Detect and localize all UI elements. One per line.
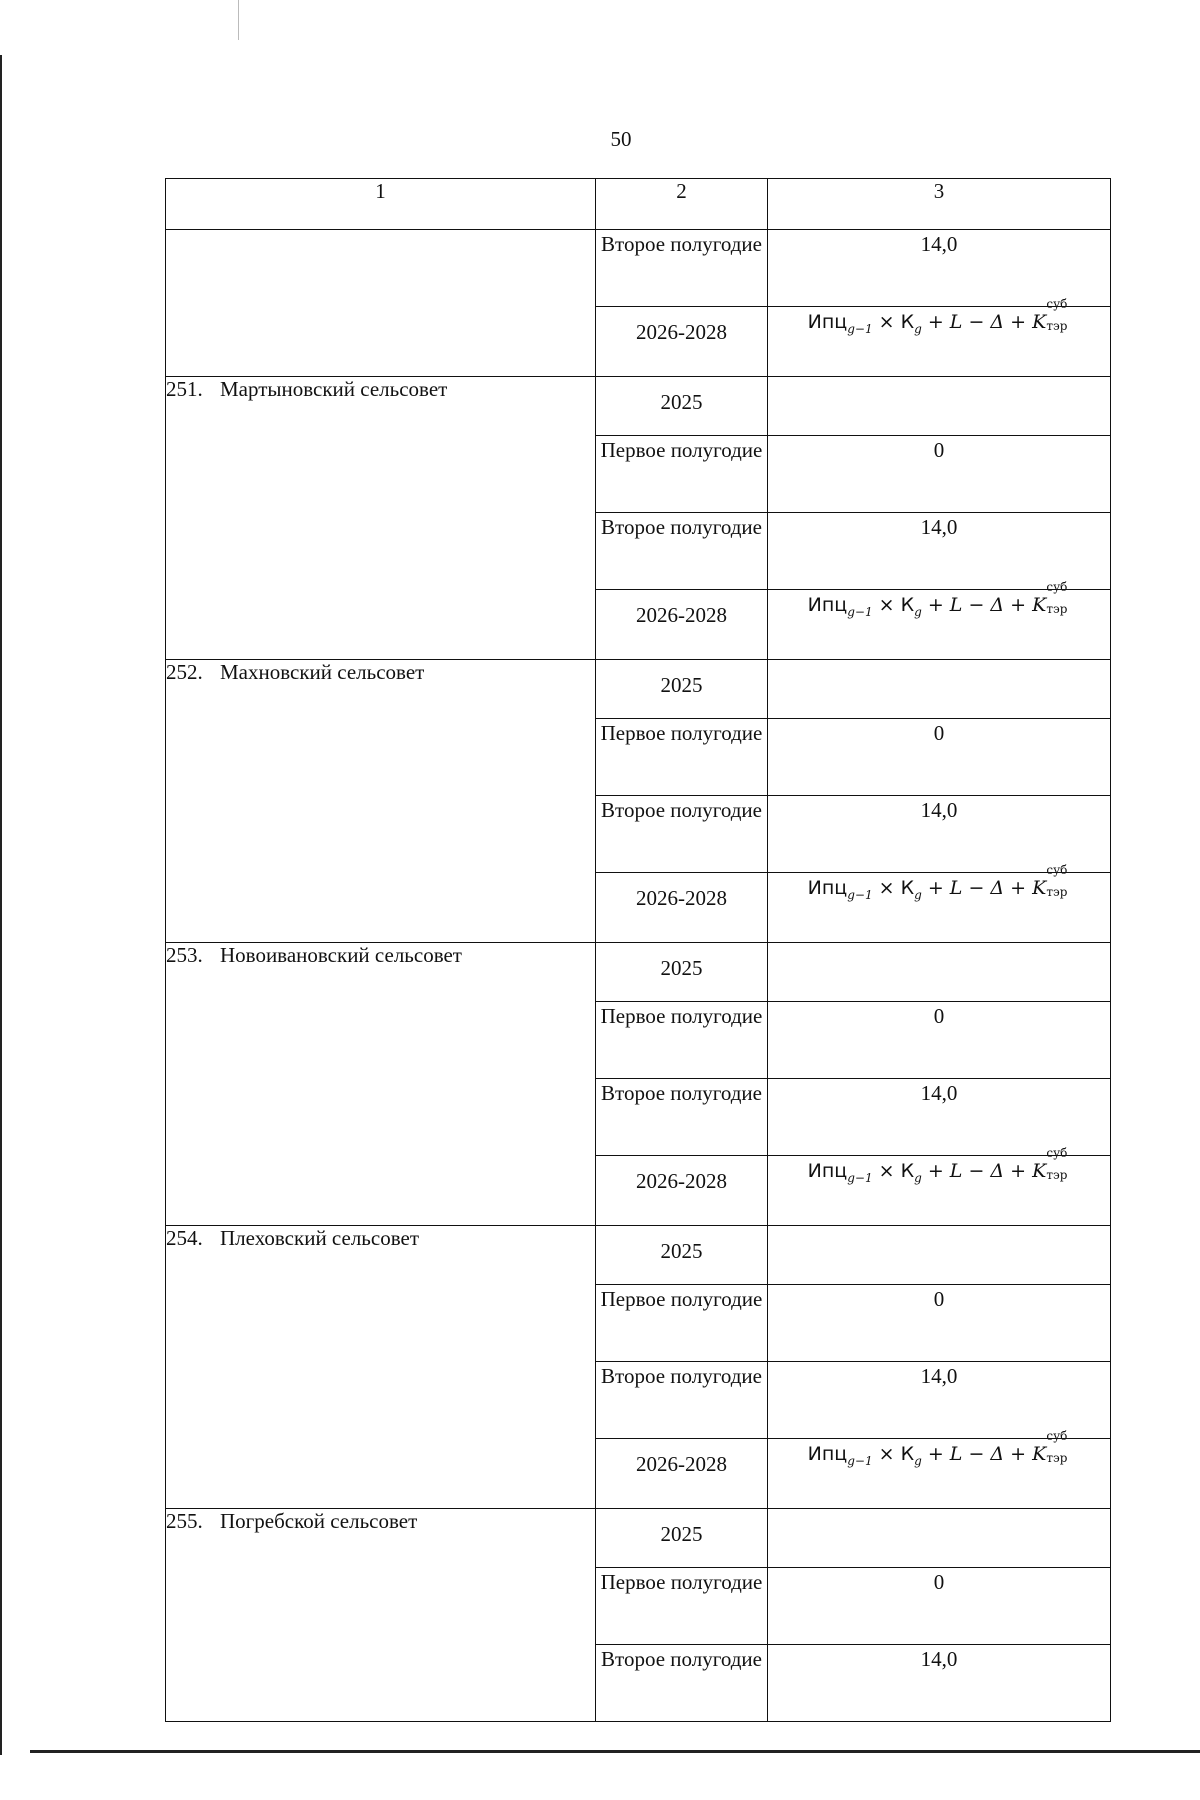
period-cell: Первое полугодие — [596, 436, 768, 513]
formula-k-sub: g — [914, 887, 922, 902]
formula-kt-sub: тэр — [1046, 319, 1068, 333]
formula-k: К — [900, 594, 915, 616]
tariff-formula — [807, 580, 1071, 627]
formula-base: Ипц — [807, 1160, 848, 1182]
table-row — [166, 660, 1111, 719]
formula-kt — [1032, 1146, 1068, 1186]
formula-base: Ипц — [807, 594, 848, 616]
formula-times: × — [878, 1443, 895, 1465]
formula-kt — [1032, 863, 1068, 903]
formula-kt — [1032, 297, 1068, 337]
period-cell: Первое полугодие — [596, 1002, 768, 1079]
formula-kt — [1032, 580, 1068, 620]
period-cell: Второе полугодие — [596, 796, 768, 873]
formula-k: К — [900, 1160, 915, 1182]
formula-k-sub: g — [914, 1170, 922, 1185]
scan-mark-top — [238, 0, 239, 40]
formula-k-sub: g — [914, 604, 922, 619]
tariff-formula — [807, 863, 1071, 910]
period-cell: Второе полугодие — [596, 513, 768, 590]
period-cell: 2026-2028 — [596, 307, 768, 377]
formula-base-sub: g−1 — [847, 887, 873, 902]
formula-rest: + L − Δ + — [927, 1160, 1027, 1182]
settlement-name: Плеховский сельсовет — [220, 1226, 419, 1250]
table-row — [166, 1226, 1111, 1285]
tariff-formula — [807, 1146, 1071, 1193]
value-cell — [768, 943, 1111, 1002]
settlement-name: Мартыновский сельсовет — [220, 377, 448, 401]
formula-cell — [768, 297, 1111, 377]
period-cell: Первое полугодие — [596, 1285, 768, 1362]
formula-base: Ипц — [807, 1443, 848, 1465]
row-number: 253. — [166, 943, 203, 967]
table-row — [166, 1509, 1111, 1568]
period-cell: Второе полугодие — [596, 1079, 768, 1156]
value-cell: 14,0 — [768, 1362, 1111, 1439]
formula-cell — [768, 1146, 1111, 1226]
formula-base: Ипц — [807, 877, 848, 899]
row-number: 252. — [166, 660, 203, 684]
tariff-table — [165, 178, 1111, 1722]
table-row — [166, 377, 1111, 436]
settlement-cell — [166, 230, 596, 377]
formula-kt-sup: суб — [1046, 297, 1068, 311]
table-row — [166, 230, 1111, 307]
settlement-cell — [166, 1226, 596, 1509]
formula-kt-letter: K — [1032, 311, 1047, 333]
period-cell: Второе полугодие — [596, 1645, 768, 1722]
period-cell: 2025 — [596, 1226, 768, 1285]
tariff-formula — [807, 1429, 1071, 1476]
value-cell: 0 — [768, 719, 1111, 796]
value-cell — [768, 1226, 1111, 1285]
formula-k-sub: g — [914, 321, 922, 336]
formula-kt-sup: суб — [1046, 1146, 1068, 1160]
formula-kt-letter: K — [1032, 1443, 1047, 1465]
period-cell: 2026-2028 — [596, 590, 768, 660]
settlement-name: Погребской сельсовет — [220, 1509, 418, 1533]
formula-cell — [768, 863, 1111, 943]
formula-times: × — [878, 1160, 895, 1182]
value-cell: 14,0 — [768, 796, 1111, 873]
period-cell: 2025 — [596, 1509, 768, 1568]
value-cell: 0 — [768, 1568, 1111, 1645]
formula-k: К — [900, 877, 915, 899]
formula-kt-sup: суб — [1046, 1429, 1068, 1443]
formula-kt-letter: K — [1032, 1160, 1047, 1182]
formula-kt-sub: тэр — [1046, 885, 1068, 899]
period-cell: 2026-2028 — [596, 1439, 768, 1509]
period-cell: 2026-2028 — [596, 873, 768, 943]
value-cell — [768, 377, 1111, 436]
formula-kt-sup: суб — [1046, 580, 1068, 594]
value-cell: 0 — [768, 436, 1111, 513]
period-cell: 2026-2028 — [596, 1156, 768, 1226]
header-col-3: 3 — [768, 179, 1111, 230]
value-cell — [768, 1509, 1111, 1568]
formula-rest: + L − Δ + — [927, 1443, 1027, 1465]
formula-kt-sub: тэр — [1046, 602, 1068, 616]
value-cell — [768, 660, 1111, 719]
formula-k: К — [900, 1443, 915, 1465]
formula-times: × — [878, 594, 895, 616]
formula-k-sub: g — [914, 1453, 922, 1468]
formula-cell — [768, 580, 1111, 660]
formula-kt — [1032, 1429, 1068, 1469]
table-header-row — [166, 179, 1111, 230]
formula-rest: + L − Δ + — [927, 311, 1027, 333]
scan-edge-bottom — [30, 1750, 1200, 1753]
header-col-1: 1 — [166, 179, 596, 230]
formula-base-sub: g−1 — [847, 1170, 873, 1185]
formula-kt-sup: суб — [1046, 863, 1068, 877]
scan-edge-left — [0, 55, 2, 1755]
formula-times: × — [878, 311, 895, 333]
value-cell: 14,0 — [768, 230, 1111, 307]
period-cell: Первое полугодие — [596, 719, 768, 796]
table-row — [166, 943, 1111, 1002]
row-number: 254. — [166, 1226, 203, 1250]
formula-cell — [768, 1429, 1111, 1509]
value-cell: 14,0 — [768, 513, 1111, 590]
formula-base-sub: g−1 — [847, 604, 873, 619]
formula-base: Ипц — [807, 311, 848, 333]
row-number: 255. — [166, 1509, 203, 1533]
settlement-cell — [166, 377, 596, 660]
value-cell: 0 — [768, 1285, 1111, 1362]
value-cell: 14,0 — [768, 1645, 1111, 1722]
formula-rest: + L − Δ + — [927, 594, 1027, 616]
settlement-cell — [166, 1509, 596, 1722]
period-cell: 2025 — [596, 660, 768, 719]
formula-kt-sub: тэр — [1046, 1451, 1068, 1465]
tariff-formula — [807, 297, 1071, 344]
settlement-cell — [166, 660, 596, 943]
formula-base-sub: g−1 — [847, 321, 873, 336]
period-cell: 2025 — [596, 943, 768, 1002]
formula-times: × — [878, 877, 895, 899]
settlement-name: Махновский сельсовет — [220, 660, 425, 684]
settlement-name: Новоивановский сельсовет — [220, 943, 462, 967]
formula-kt-sub: тэр — [1046, 1168, 1068, 1182]
period-cell: Первое полугодие — [596, 1568, 768, 1645]
period-cell: Второе полугодие — [596, 230, 768, 307]
formula-kt-letter: K — [1032, 594, 1047, 616]
formula-kt-letter: K — [1032, 877, 1047, 899]
page-number: 50 — [610, 127, 632, 151]
formula-k: К — [900, 311, 915, 333]
period-cell: 2025 — [596, 377, 768, 436]
formula-base-sub: g−1 — [847, 1453, 873, 1468]
value-cell: 0 — [768, 1002, 1111, 1079]
settlement-cell — [166, 943, 596, 1226]
header-col-2: 2 — [596, 179, 768, 230]
period-cell: Второе полугодие — [596, 1362, 768, 1439]
formula-rest: + L − Δ + — [927, 877, 1027, 899]
value-cell: 14,0 — [768, 1079, 1111, 1156]
row-number: 251. — [166, 377, 203, 401]
